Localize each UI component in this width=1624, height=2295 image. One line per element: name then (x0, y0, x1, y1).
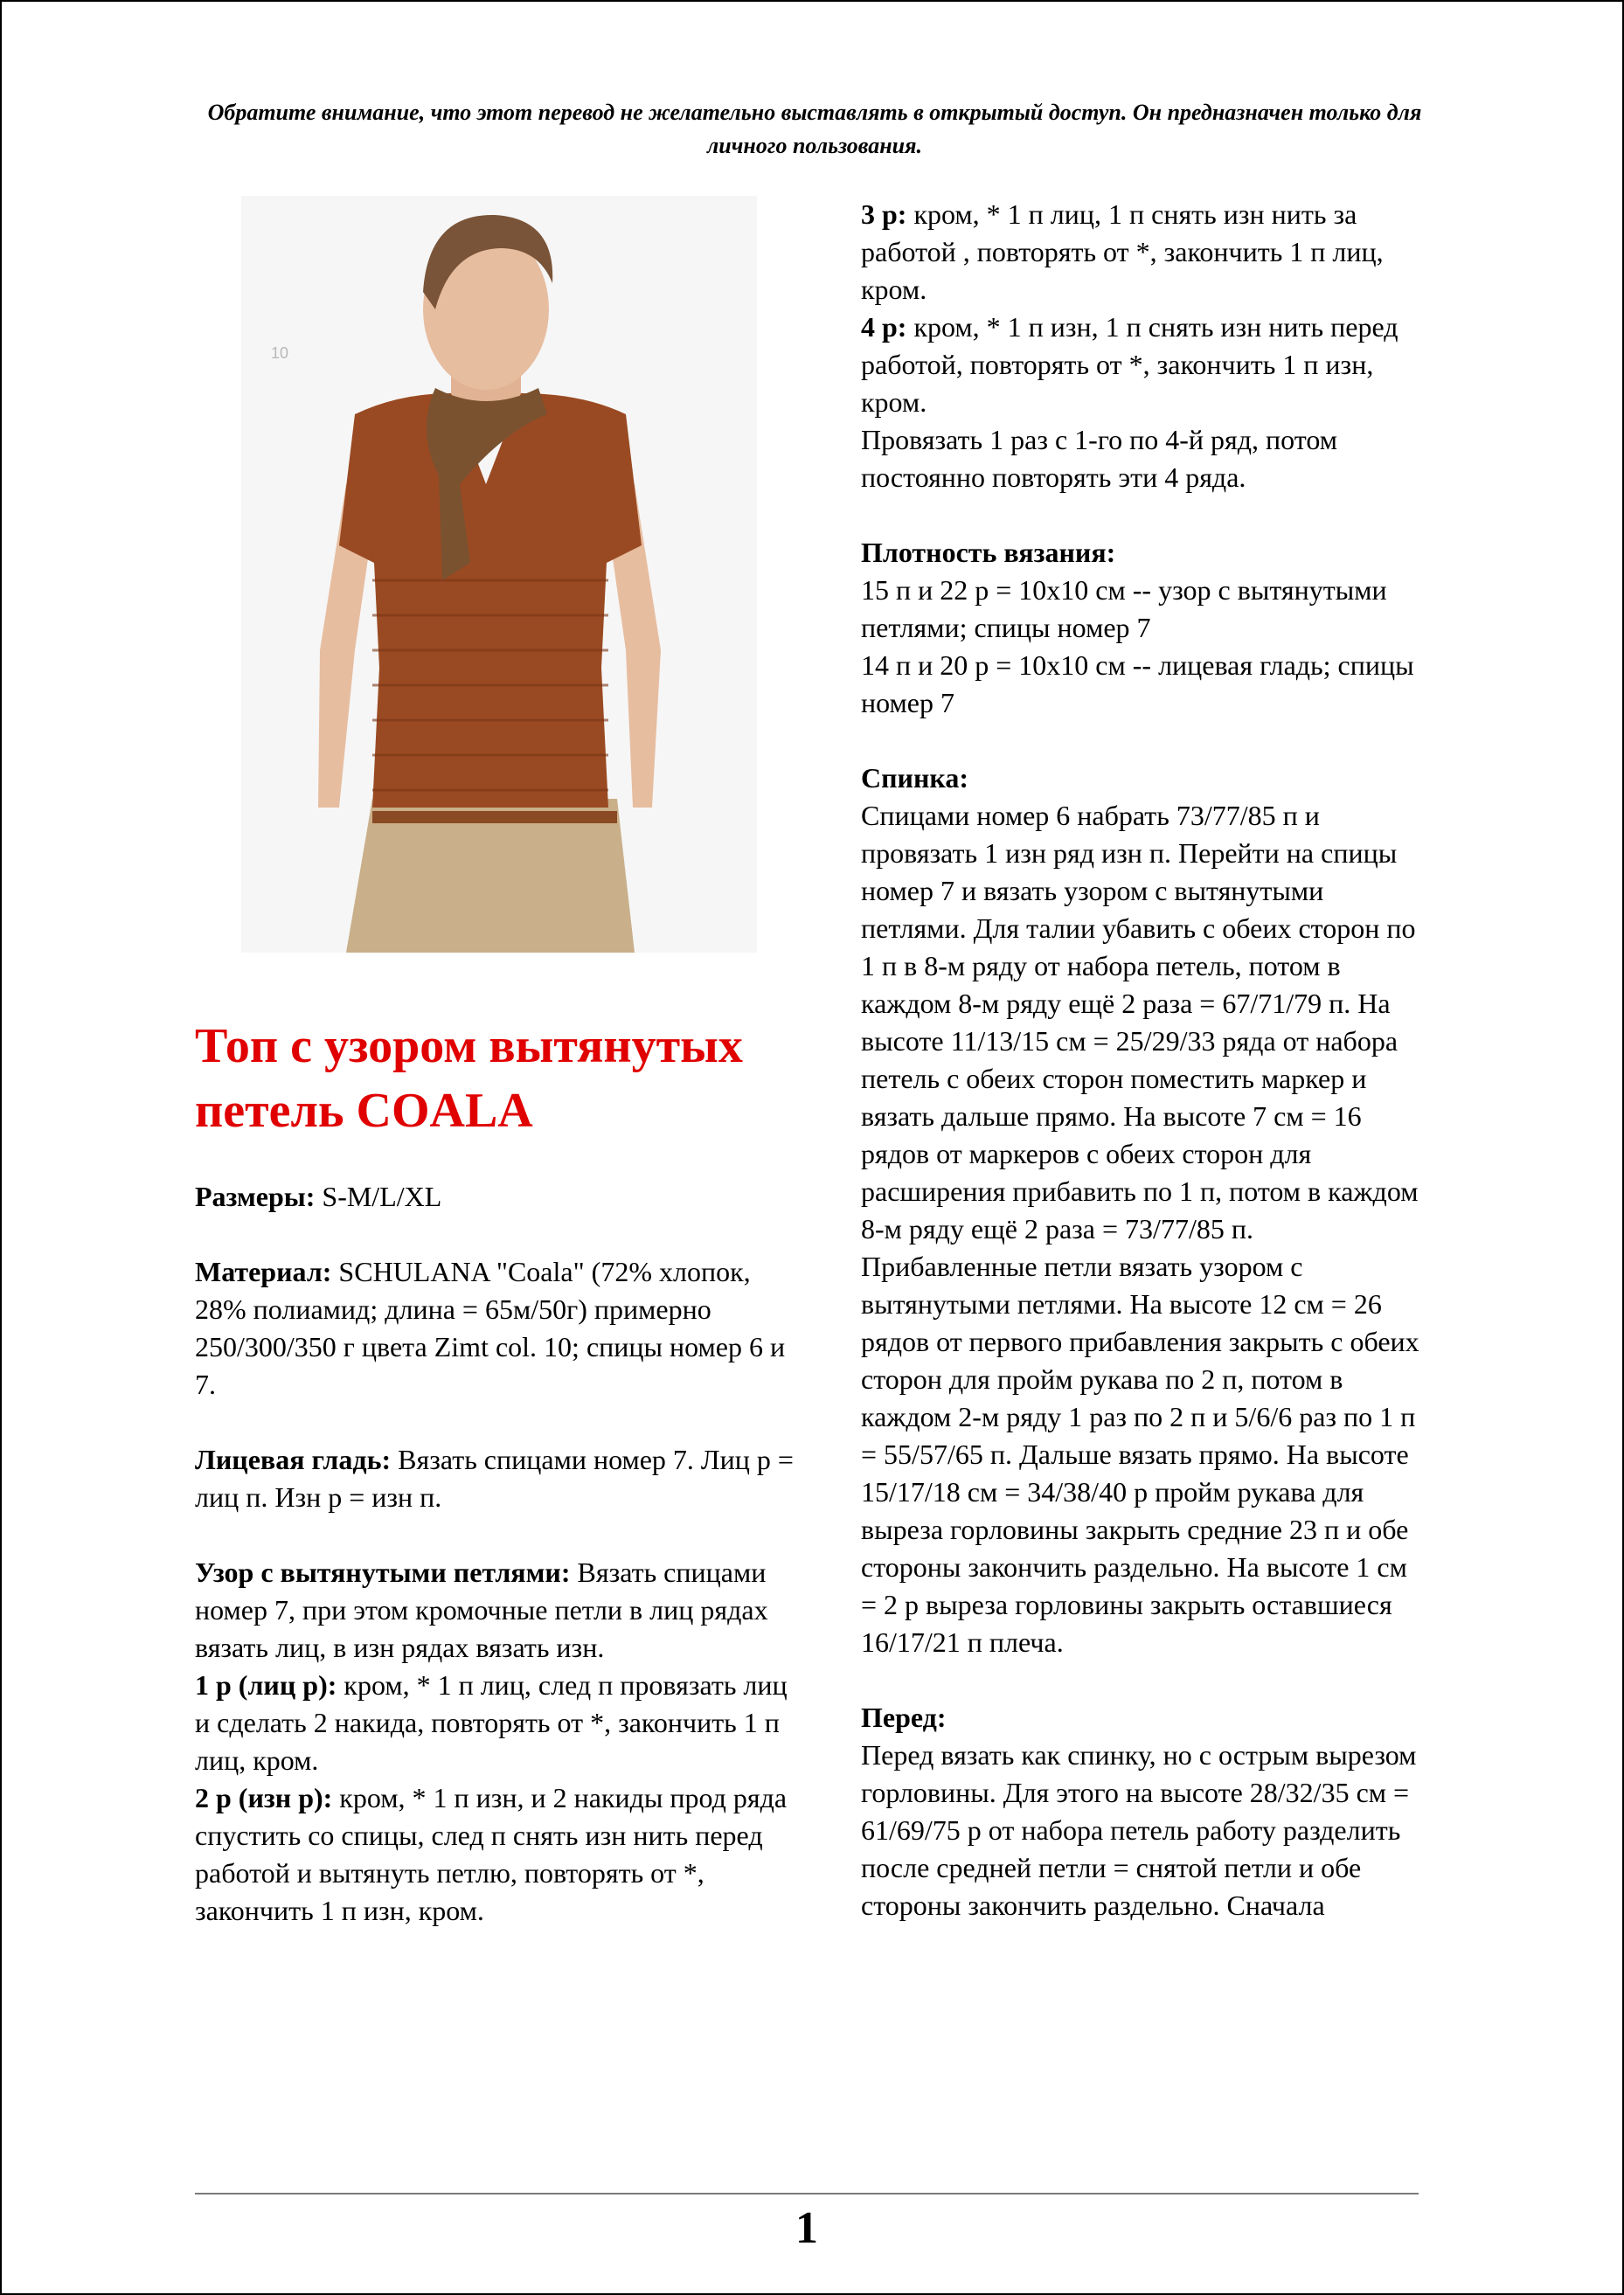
elongated-label: Узор с вытянутыми петлями: (195, 1557, 571, 1588)
material-section (195, 1253, 798, 1404)
page-number: 1 (795, 2203, 818, 2253)
back-text: Спицами номер 6 набрать 73/77/85 п и провязать 1 изн ряд изн п. Перейти на спицы номер 7 и вязать узором с вытянутыми петлями. Для талии убавить с обеих сторон по 1 п в 8-м ряду от набора петель, потом в каждом 8-м ряду ещё 2 раза = 67/71/79 п. На высоте 11/13/15 см = 25/29/33 ряда от набора петель с обеих сторон поместить маркер и вязать дальше прямо. На высоте 7 см = 16 рядов от маркеров с обеих сторон для расширения прибавить по 1 п, потом в каждом 8-м ряду ещё 2 раза = 73/77/85 п. Прибавленные петли вязать узором с вытянутыми петлями. На высоте 12 см = 26 рядов от первого прибавления закрыть с обеих сторон для пройм рукава по 2 п, потом в каждом 2-м ряду 1 раз по 2 п и 5/6/6 раз по 1 п = 55/57/65 п. Дальше вязать прямо. На высоте 15/17/18 см = 34/38/40 р пройм рукава для выреза горловины закрыть средние 23 п и обе стороны закончить раздельно. На высоте 1 см = 2 р выреза горловины закрыть оставшиеся 16/17/21 п плеча. (861, 800, 1419, 1658)
model-photo (241, 196, 757, 953)
repeat-text: Провязать 1 раз с 1-го по 4-й ряд, потом постоянно повторять эти 4 ряда. (861, 424, 1337, 493)
usage-notice: Обратите внимание, что этот перевод не желательно выставлять в открытый доступ. Он предназначен только для личного пользования. (207, 100, 1422, 158)
footer-divider (195, 2193, 1419, 2194)
front-label: Перед: (861, 1702, 947, 1733)
sizes-text: S-M/L/XL (315, 1181, 442, 1212)
elongated-stitch-continued (861, 196, 1429, 496)
material-label: Материал: (195, 1256, 332, 1287)
front-text: Перед вязать как спинку, но с острым вырезом горловины. Для этого на высоте 28/32/35 см = 61/69/75 р от набора петель работу разделить после средней петли = снятой петли и обе стороны закончить раздельно. Сначала (861, 1739, 1417, 1921)
elongated-text: Вязать спицами номер 7, при этом кромочные петли в лиц рядах вязать лиц, в изн рядах вязать изн. (195, 1557, 768, 1663)
material-text: SCHULANA "Coala" (72% хлопок, 28% полиамид; длина = 65м/50г) примерно 250/300/350 г цвета Zimt col. 10; спицы номер 6 и 7. (195, 1256, 786, 1400)
row4-label: 4 р: (861, 311, 907, 343)
stockinette-section (195, 1441, 798, 1516)
back-section (861, 759, 1429, 1661)
left-column (195, 1014, 798, 1930)
gauge-section (861, 534, 1429, 722)
back-label: Спинка: (861, 762, 969, 794)
sizes-section (195, 1178, 798, 1216)
right-column (861, 196, 1429, 1924)
row2-label: 2 р (изн р): (195, 1782, 333, 1813)
row2-text: кром, * 1 п изн, и 2 накиды прод ряда спустить со спицы, след п снять изн нить перед работой и вытянуть петлю, повторять от *, закончить 1 п изн, кром. (195, 1782, 788, 1926)
gauge-label: Плотность вязания: (861, 537, 1116, 568)
front-section (861, 1699, 1429, 1924)
row3-label: 3 р: (861, 198, 907, 230)
row1-text: кром, * 1 п лиц, след п провязать лиц и сделать 2 накида, повторять от *, закончить 1 п лиц, кром. (195, 1669, 788, 1776)
belt-shape (372, 811, 617, 823)
gauge-line-2: 14 п и 20 р = 10х10 см -- лицевая гладь; спицы номер 7 (861, 649, 1414, 718)
row3-text: кром, * 1 п лиц, 1 п снять изн нить за работой , повторять от *, закончить 1 п лиц, кром. (861, 198, 1384, 305)
gauge-line-1: 15 п и 22 р = 10х10 см -- узор с вытянутыми петлями; спицы номер 7 (861, 574, 1387, 643)
stockinette-label: Лицевая гладь: (195, 1444, 392, 1475)
photo-caption-mark: 10 (271, 344, 289, 362)
pattern-title: Топ с узором вытянутых петель COALA (195, 1019, 743, 1138)
model-illustration (241, 196, 757, 953)
row4-text: кром, * 1 п изн, 1 п снять изн нить перед работой, повторять от *, закончить 1 п изн, кром. (861, 311, 1398, 418)
sizes-label: Размеры: (195, 1181, 316, 1212)
stockinette-text: Вязать спицами номер 7. Лиц р = лиц п. Изн р = изн п. (195, 1444, 794, 1513)
elongated-stitch-section (195, 1554, 798, 1930)
row1-label: 1 р (лиц р): (195, 1669, 337, 1701)
